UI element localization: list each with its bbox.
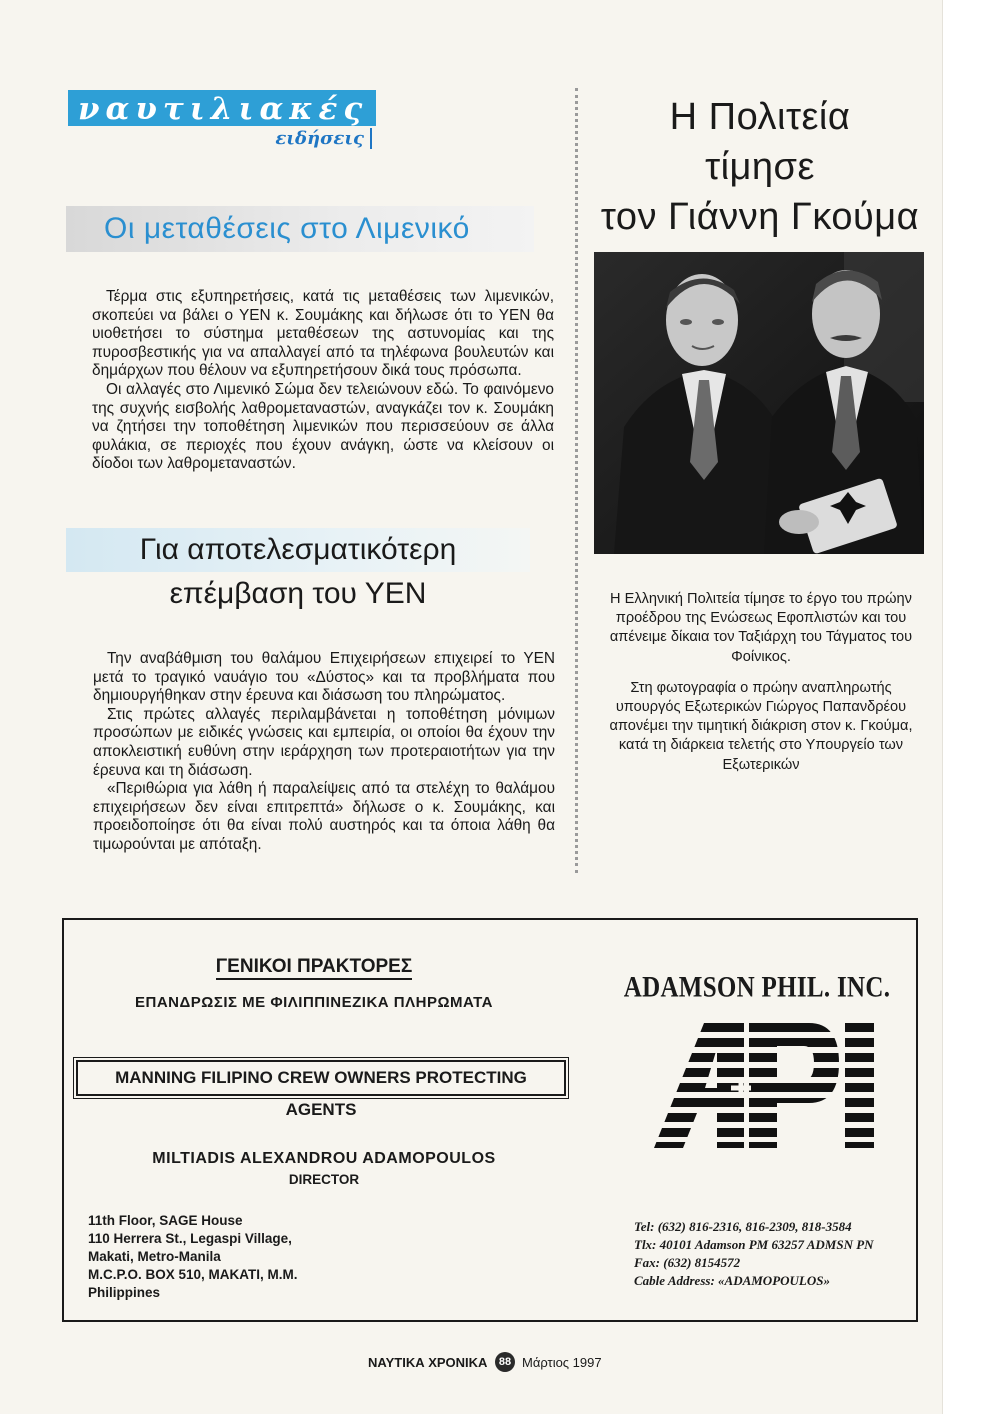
column-divider (575, 88, 578, 873)
article1-paragraph: Οι αλλαγές στο Λιμενικό Σώμα δεν τελειώνουν εδώ. Το φαινόμενο της συχνής εισβολής λαθρομεταναστών, αναγκάζει τον κ. Σουμάκη να ζητήσει την τοποθέτηση λιμενικών που περισσεύουν σε άλλα φυλάκια, σε περιοχές που έχουν ανάγκη, ώστε να κλείσουν οι δίοδοι των λαθρομεταναστών. (92, 380, 554, 473)
article1-body (92, 288, 554, 474)
logo-subtitle: ειδήσεις (275, 128, 372, 149)
page-edge (942, 0, 1000, 1414)
ad-address (88, 1212, 298, 1302)
article2-headline-line1: Για αποτελεσματικότερη (139, 533, 457, 566)
ad-director-role: DIRECTOR (288, 1172, 360, 1187)
logo-band (68, 90, 376, 126)
article2-paragraph: Την αναβάθμιση του θαλάμου Επιχειρήσεων επιχειρεί το ΥΕΝ μετά το τραγικό ναυάγιο του «Δύστος» και τα προβλήματα που δημιουργήθηκαν στην έρευνα και διάσωση του πληρώματος. (93, 650, 555, 705)
article2-paragraph: Στις πρώτες αλλαγές περιλαμβάνεται η τοποθέτηση μόνιμων προσώπων με ειδικές γνώσεις και εμπειρία, οι οποίοι θα έχουν την αποκλειστική ευθύνη στην ιεράρχηση των προτεραιοτήτων για την έρευνα και τη διάσωση. (93, 705, 555, 779)
ad-subheading: ΕΠΑΝΔΡΩΣΙΣ ΜΕ ΦΙΛΙΠΠΙΝΕΖΙΚΑ ΠΛΗΡΩΜΑΤΑ (135, 994, 493, 1011)
article2-headline (66, 528, 530, 616)
award-photo-image (594, 252, 924, 554)
article3-headline-line1: Η Πολιτεία (669, 96, 851, 138)
article3-caption (596, 590, 926, 787)
article3-headline-line2: τίμησε (705, 146, 815, 188)
ad-director-name: MILTIADIS ALEXANDROU ADAMOPOULOS (152, 1150, 496, 1167)
footer-page-number: 88 (495, 1352, 515, 1372)
ad-contact-line: Cable Address: «ADAMOPOULOS» (634, 1273, 830, 1288)
ad-address-line: 110 Herrera St., Legaspi Village, (88, 1231, 292, 1246)
ad-company-name: ADAMSON PHIL. INC. (623, 971, 891, 1004)
footer-publication: ΝΑΥΤΙΚΑ ΧΡΟΝΙΚΑ (368, 1355, 488, 1370)
ad-contacts (634, 1218, 874, 1290)
article3-caption-paragraph: Στη φωτογραφία ο πρώην αναπληρωτής υπουργός Εξωτερικών Γιώργος Παπανδρέου απονέμει την τιμητική διάκριση στον κ. Γκούμα, κατά τη διάρκεια τελετής στο Υπουργείο των Εξωτερικών (609, 679, 913, 773)
article1-headline: Οι μεταθέσεις στο Λιμενικό (104, 212, 470, 245)
ad-address-line: 11th Floor, SAGE House (88, 1213, 243, 1228)
ad-heading-text: ΓΕΝΙΚΟΙ ΠΡΑΚΤΟΡΕΣ (216, 956, 413, 980)
article2-headline-line2: επέμβαση του ΥΕΝ (169, 577, 427, 610)
ad-contact-line: Tlx: 40101 Adamson PM 63257 ADMSN PN (634, 1237, 874, 1252)
ad-address-line: Philippines (88, 1285, 161, 1300)
article2-body (93, 650, 555, 855)
article3-caption-paragraph: Η Ελληνική Πολιτεία τίμησε το έργο του πρώην προέδρου της Ενώσεως Εφοπλιστών και του απένειμε δίκαια τον Ταξιάρχη του Τάγματος του Φοίνικος. (609, 591, 913, 665)
logo-title: ναυτιλιακές (78, 91, 369, 127)
ad-address-line: M.C.P.O. BOX 510, MAKATI, M.M. (88, 1267, 298, 1282)
page-footer (360, 1352, 640, 1374)
ad-boxed-tagline: MANNING FILIPINO CREW OWNERS PROTECTING AGENTS (76, 1060, 566, 1096)
ad-contact-line: Fax: (632) 8154572 (634, 1255, 741, 1270)
section-logo (68, 90, 376, 152)
article2-paragraph: «Περιθώρια για λάθη ή παραλείψεις από τα στελέχη το θαλάμου επιχειρήσεων δεν είναι επιτρεπτά» δήλωσε ο κ. Σουμάκης, και προειδοποίησε ότι θα είναι πολύ αυστηρός και τα όποια λάθη θα τιμωρούνται με απόταξη. (93, 780, 555, 853)
article3-headline (590, 92, 930, 242)
footer-date: Μάρτιος 1997 (522, 1355, 602, 1370)
advertisement (62, 918, 918, 1322)
article3-headline-line3: τον Γιάννη Γκούμα (600, 196, 920, 238)
ad-heading (64, 956, 564, 978)
ad-contact-line: Tel: (632) 816-2316, 816-2309, 818-3584 (634, 1219, 852, 1234)
adamson-logo-icon (649, 1018, 879, 1153)
ad-address-line: Makati, Metro-Manila (88, 1249, 221, 1264)
article1-headline-band (66, 206, 534, 252)
award-photo (594, 252, 924, 554)
article1-paragraph: Τέρμα στις εξυπηρετήσεις, κατά τις μεταθέσεις των λιμενικών, σκοπεύει να βάλει ο ΥΕΝ κ. Σουμάκης και δήλωσε ότι το ΥΕΝ θα υιοθετήσει το σύστημα μεταθέσεων της αστυνομίας και της πυροσβεστικής για να απαλλαγεί από τα τηλέφωνα βουλευτών και δημάρχων που θέλουν να εξυπηρετήσουν δικά τους πρόσωπα. (92, 288, 554, 380)
